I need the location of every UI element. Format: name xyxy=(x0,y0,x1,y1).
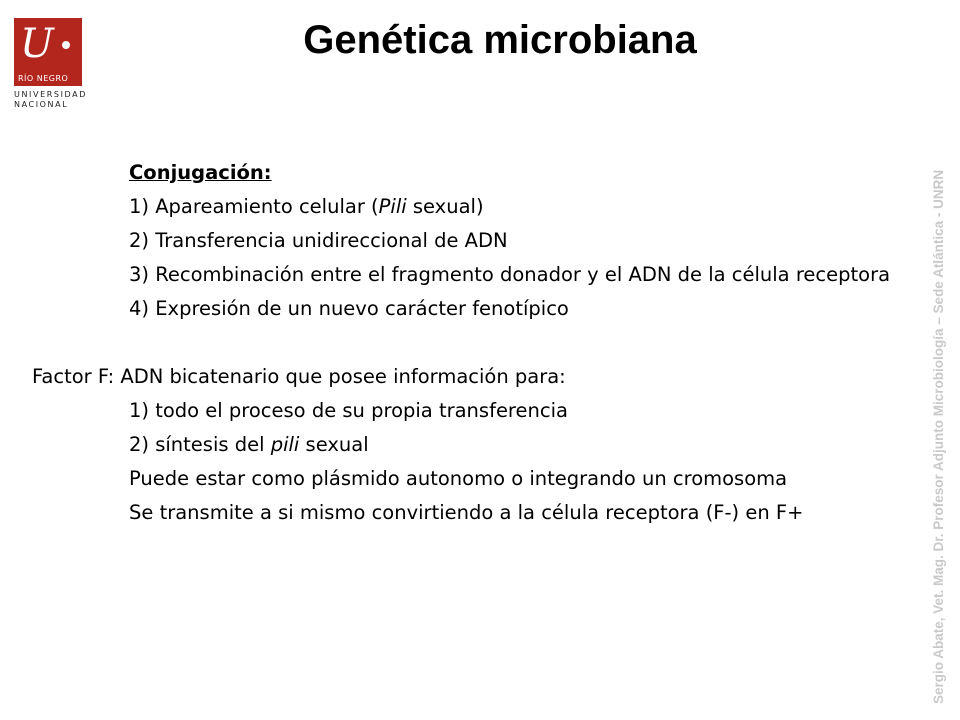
spacer xyxy=(32,326,892,360)
logo-institution xyxy=(14,90,94,110)
step-1-text: 1) Apareamiento celular ( xyxy=(129,195,379,218)
step-1-emphasis: Pili xyxy=(378,195,407,218)
factor-point-2-text: 2) síntesis del xyxy=(129,433,271,456)
factor-intro: Factor F: ADN bicatenario que posee información para: xyxy=(32,365,566,388)
step-3-text: 3) Recombinación entre el fragmento donador y el ADN de la célula receptora xyxy=(129,263,891,286)
factor-point-2-emphasis: pili xyxy=(270,433,300,456)
factor-point-2-tail: sexual xyxy=(299,433,369,456)
step-4: 4) Expresión de un nuevo carácter fenotípico xyxy=(129,297,569,320)
step-1 xyxy=(32,190,892,224)
logo-letter: U xyxy=(20,21,54,67)
slide-title: Genética microbiana xyxy=(303,18,697,62)
logo-line-1: UNIVERSIDAD xyxy=(14,90,87,99)
slide-body xyxy=(32,156,892,530)
step-1-tail: sexual) xyxy=(406,195,484,218)
factor-note-1: Puede estar como plásmido autonomo o integrando un cromosoma xyxy=(129,467,788,490)
section-heading: Conjugación: xyxy=(129,161,272,184)
step-2: 2) Transferencia unidireccional de ADN xyxy=(129,229,508,252)
side-credit: Sergio Abate, Vet. Mag. Dr. Profesor Adjunto Microbiología – Sede Atlántica - UNRN xyxy=(931,169,946,704)
factor-point-2 xyxy=(32,428,892,462)
factor-note-2: Se transmite a si mismo convirtiendo a la célula receptora (F-) en F+ xyxy=(129,501,804,524)
factor-point-1: 1) todo el proceso de su propia transferencia xyxy=(129,399,568,422)
logo-place: RÍO NEGRO xyxy=(18,74,69,83)
step-3 xyxy=(32,258,892,292)
logo-line-2: NACIONAL xyxy=(14,100,69,109)
